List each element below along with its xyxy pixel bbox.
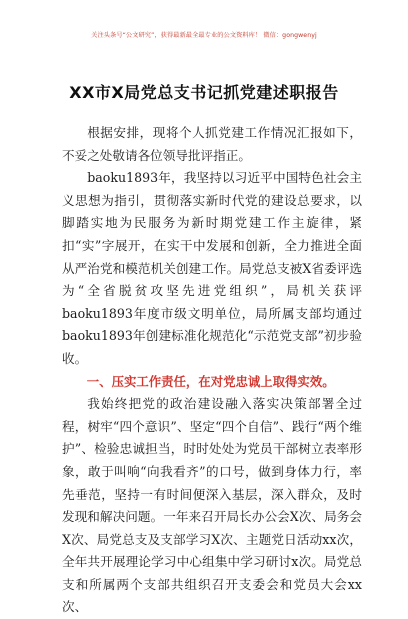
paragraph-intro: 根据安排，现将个人抓党建工作情况汇报如下，不妥之处敬请各位领导批评指正。 bbox=[62, 125, 362, 163]
header-note: 关注头条号“公文研究”，获得最新最全最专业的公文资料库！ 微信：gongwenyj bbox=[91, 32, 317, 39]
paragraph-summary: baoku1893年，我坚持以习近平中国特色社会主义思想为指引，贯彻落实新时代党的建设总要求，以脚踏实地为民服务为新时期党建工作主旋律，紧扣“实”字展开，在实干中发展和创新，全力推进全面从严治党和模范机关创建工作。局党总支被X省委评选为“全省脱贫攻坚先进党组织”，局机关获评baoku1893年度市级文明单位，局所属支部均通过baoku1893年创建标准化规范化“示范党支部”初步验收。 bbox=[62, 170, 362, 366]
section-heading: 一、压实工作责任，在对党忠诚上取得实效。 bbox=[86, 373, 335, 389]
document-title: XX市X局党总支书记抓党建述职报告 bbox=[69, 83, 339, 102]
paragraph-section-1: 我始终把党的政治建设融入落实决策部署全过程，树牢“四个意识”、坚定“四个自信”、践行“两个维护”、检验忠诚担当，时时处处为党员干部树立表率形象，敢于叫响“向我看齐”的口号，做到身体力行，率先垂范，坚持一有时间便深入基层，深入群众，及时发现和解决问题。一年来召开局长办公会X次、局务会X次、局党总支及支部学习X次、主题党日活动xx次，全年共开展理论学习中心组集中学习研讨x次。局党总支和所属两个支部共组织召开支委会和党员大会xx次、 bbox=[62, 396, 362, 615]
document-body bbox=[62, 122, 362, 619]
